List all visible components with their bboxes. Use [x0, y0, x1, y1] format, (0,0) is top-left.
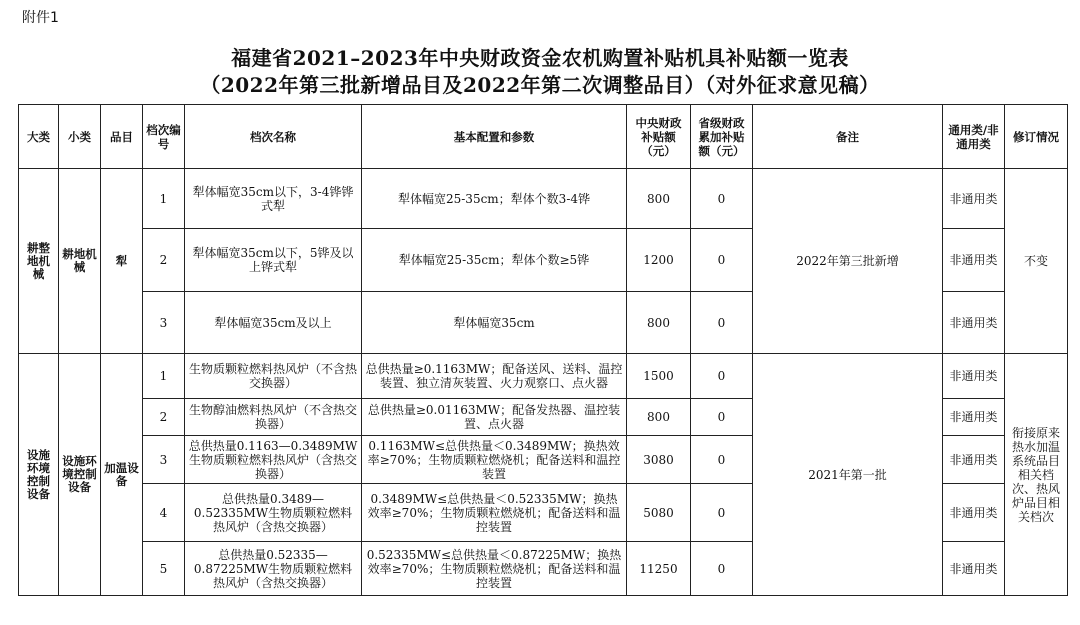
header-item: 品目	[101, 105, 143, 169]
central-subsidy-cell: 800	[627, 292, 691, 354]
provincial-subsidy-cell: 0	[691, 229, 753, 292]
grade-no-cell: 4	[143, 484, 185, 542]
header-general: 通用类/非通用类	[943, 105, 1005, 169]
grade-name-cell	[185, 542, 362, 596]
config-cell: 犁体幅宽25-35cm；犁体个数3-4铧	[362, 169, 627, 229]
general-cell: 非通用类	[943, 292, 1005, 354]
grade-name-cell: 生物醇油燃料热风炉（不含热交换器）	[185, 399, 362, 436]
grade-name-cell: 犁体幅宽35cm以下，5铧及以上铧式犁	[185, 229, 362, 292]
subsidy-table	[18, 104, 1068, 596]
general-cell: 非通用类	[943, 399, 1005, 436]
provincial-subsidy-cell: 0	[691, 169, 753, 229]
config-cell: 犁体幅宽35cm	[362, 292, 627, 354]
revision-cell: 不变	[1005, 169, 1068, 354]
item-cell: 加温设备	[101, 354, 143, 596]
grade-no-cell: 1	[143, 354, 185, 399]
central-subsidy-cell: 5080	[627, 484, 691, 542]
item-cell: 犁	[101, 169, 143, 354]
document-title: 福建省2021–2023年中央财政资金农机购置补贴机具补贴额一览表	[231, 46, 849, 70]
grade-no-cell: 1	[143, 169, 185, 229]
general-cell: 非通用类	[943, 484, 1005, 542]
header-central-subsidy: 中央财政补贴额（元）	[627, 105, 691, 169]
grade-no-cell: 2	[143, 399, 185, 436]
header-config: 基本配置和参数	[362, 105, 627, 169]
header-provincial-subsidy: 省级财政累加补贴额（元）	[691, 105, 753, 169]
grade-name-cell: 犁体幅宽35cm及以上	[185, 292, 362, 354]
grade-no-cell: 5	[143, 542, 185, 596]
config-cell: 0.3489MW≤总供热量＜0.52335MW；换热效率≥70%；生物质颗粒燃烧机；配备送料和温控装置	[362, 484, 627, 542]
config-cell: 犁体幅宽25-35cm；犁体个数≥5铧	[362, 229, 627, 292]
header-grade-name: 档次名称	[185, 105, 362, 169]
header-grade-no: 档次编号	[143, 105, 185, 169]
general-cell: 非通用类	[943, 542, 1005, 596]
central-subsidy-cell: 800	[627, 169, 691, 229]
header-minor-class: 小类	[59, 105, 101, 169]
minor-class-cell: 耕地机械	[59, 169, 101, 354]
grade-name-cell: 总供热量0.1163—0.3489MW生物质颗粒燃料热风炉（含热交换器）	[185, 436, 362, 484]
provincial-subsidy-cell: 0	[691, 399, 753, 436]
grade-name-cell: 生物质颗粒燃料热风炉（不含热交换器）	[185, 354, 362, 399]
general-cell: 非通用类	[943, 354, 1005, 399]
general-cell: 非通用类	[943, 436, 1005, 484]
general-cell: 非通用类	[943, 169, 1005, 229]
central-subsidy-cell: 1200	[627, 229, 691, 292]
header-row	[19, 105, 1068, 169]
remarks-cell: 2022年第三批新增	[753, 169, 943, 354]
grade-name-text: 总供热量0.52335—0.87225MW生物质颗粒燃料热风炉（含热交换器）	[193, 547, 353, 590]
remarks-cell: 2021年第一批	[753, 354, 943, 596]
central-subsidy-cell: 3080	[627, 436, 691, 484]
attachment-label: 附件1	[22, 10, 59, 26]
document-subtitle: （2022年第三批新增品目及2022年第二次调整品目）（对外征求意见稿）	[200, 73, 880, 97]
table-row	[19, 169, 1068, 229]
header-major-class: 大类	[19, 105, 59, 169]
table-row	[19, 354, 1068, 399]
major-class-cell: 设施环境控制设备	[19, 354, 59, 596]
grade-name-cell: 犁体幅宽35cm以下，3-4铧铧式犁	[185, 169, 362, 229]
config-cell: 总供热量≥0.01163MW；配备发热器、温控装置、点火器	[362, 399, 627, 436]
central-subsidy-cell: 1500	[627, 354, 691, 399]
provincial-subsidy-cell: 0	[691, 542, 753, 596]
grade-no-cell: 2	[143, 229, 185, 292]
minor-class-cell: 设施环境控制设备	[59, 354, 101, 596]
provincial-subsidy-cell: 0	[691, 292, 753, 354]
config-cell: 0.1163MW≤总供热量＜0.3489MW；换热效率≥70%；生物质颗粒燃烧机；配备送料和温控装置	[362, 436, 627, 484]
header-remarks: 备注	[753, 105, 943, 169]
central-subsidy-cell: 800	[627, 399, 691, 436]
provincial-subsidy-cell: 0	[691, 354, 753, 399]
grade-name-cell: 总供热量0.3489—0.52335MW生物质颗粒燃料热风炉（含热交换器）	[185, 484, 362, 542]
major-class-cell: 耕整地机械	[19, 169, 59, 354]
central-subsidy-cell: 11250	[627, 542, 691, 596]
grade-no-cell: 3	[143, 436, 185, 484]
provincial-subsidy-cell: 0	[691, 436, 753, 484]
grade-no-cell: 3	[143, 292, 185, 354]
provincial-subsidy-cell: 0	[691, 484, 753, 542]
config-cell: 0.52335MW≤总供热量＜0.87225MW；换热效率≥70%；生物质颗粒燃烧机；配备送料和温控装置	[362, 542, 627, 596]
header-revision: 修订情况	[1005, 105, 1068, 169]
revision-cell: 衔接原来热水加温系统品目相关档次、热风炉品目相关档次	[1005, 354, 1068, 596]
config-cell: 总供热量≥0.1163MW；配备送风、送料、温控装置、独立清灰装置、火力观察口、点火器	[362, 354, 627, 399]
general-cell: 非通用类	[943, 229, 1005, 292]
